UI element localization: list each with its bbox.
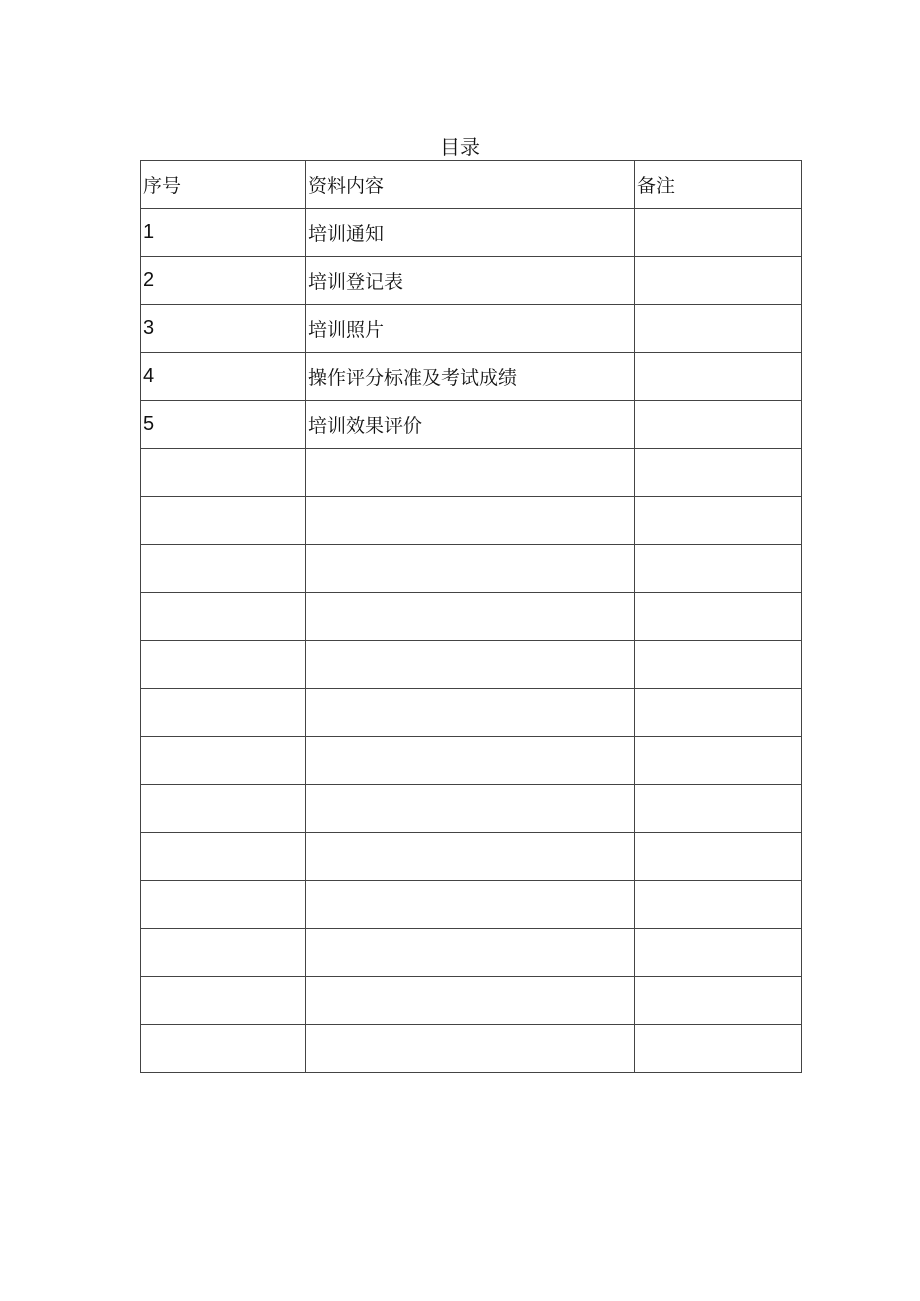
row-content-cell	[306, 1025, 635, 1073]
row-note-cell	[635, 257, 802, 305]
table-row	[141, 977, 802, 1025]
row-content-cell	[306, 929, 635, 977]
contents-table	[140, 160, 802, 1073]
table-row	[141, 497, 802, 545]
row-number-cell	[141, 641, 306, 689]
row-number-cell	[141, 449, 306, 497]
row-content-cell	[306, 977, 635, 1025]
row-note-cell	[635, 353, 802, 401]
row-content-cell	[306, 641, 635, 689]
row-content-cell	[306, 785, 635, 833]
row-content-cell	[306, 881, 635, 929]
row-number-cell: 4	[141, 353, 306, 401]
row-content-cell	[306, 497, 635, 545]
row-content-cell: 培训通知	[306, 209, 635, 257]
row-number-cell: 3	[141, 305, 306, 353]
row-content-cell	[306, 833, 635, 881]
row-content-cell	[306, 449, 635, 497]
row-content-cell: 培训效果评价	[306, 401, 635, 449]
row-number-cell	[141, 545, 306, 593]
row-content-cell: 培训照片	[306, 305, 635, 353]
row-content-cell	[306, 593, 635, 641]
header-content: 资料内容	[306, 161, 635, 209]
table-row	[141, 737, 802, 785]
row-note-cell	[635, 641, 802, 689]
row-note-cell	[635, 497, 802, 545]
row-note-cell	[635, 401, 802, 449]
row-content-cell	[306, 737, 635, 785]
row-number-cell	[141, 497, 306, 545]
row-number-cell	[141, 929, 306, 977]
row-note-cell	[635, 689, 802, 737]
row-note-cell	[635, 1025, 802, 1073]
row-note-cell	[635, 785, 802, 833]
row-number-cell	[141, 833, 306, 881]
table-row	[141, 929, 802, 977]
table-row	[141, 1025, 802, 1073]
row-content-cell	[306, 689, 635, 737]
table-row	[141, 641, 802, 689]
table-row	[141, 401, 802, 449]
table-header-row	[141, 161, 802, 209]
table-row	[141, 449, 802, 497]
row-number-cell: 5	[141, 401, 306, 449]
row-note-cell	[635, 833, 802, 881]
table-row	[141, 689, 802, 737]
table-row	[141, 209, 802, 257]
row-number-cell	[141, 785, 306, 833]
row-number-cell: 1	[141, 209, 306, 257]
row-note-cell	[635, 593, 802, 641]
row-number-cell	[141, 689, 306, 737]
row-note-cell	[635, 305, 802, 353]
row-content-cell	[306, 545, 635, 593]
table-row	[141, 257, 802, 305]
row-number-cell	[141, 977, 306, 1025]
table-row	[141, 545, 802, 593]
row-note-cell	[635, 209, 802, 257]
row-content-cell: 操作评分标准及考试成绩	[306, 353, 635, 401]
table-row	[141, 305, 802, 353]
row-number-cell	[141, 737, 306, 785]
table-row	[141, 593, 802, 641]
row-note-cell	[635, 881, 802, 929]
row-note-cell	[635, 449, 802, 497]
table-row	[141, 785, 802, 833]
row-number-cell	[141, 593, 306, 641]
row-note-cell	[635, 737, 802, 785]
row-content-cell: 培训登记表	[306, 257, 635, 305]
row-note-cell	[635, 929, 802, 977]
table-row	[141, 881, 802, 929]
row-number-cell: 2	[141, 257, 306, 305]
header-note: 备注	[635, 161, 802, 209]
row-number-cell	[141, 881, 306, 929]
row-note-cell	[635, 545, 802, 593]
row-note-cell	[635, 977, 802, 1025]
document-title: 目录	[440, 135, 480, 159]
table-row	[141, 353, 802, 401]
header-number: 序号	[141, 161, 306, 209]
row-number-cell	[141, 1025, 306, 1073]
table-row	[141, 833, 802, 881]
